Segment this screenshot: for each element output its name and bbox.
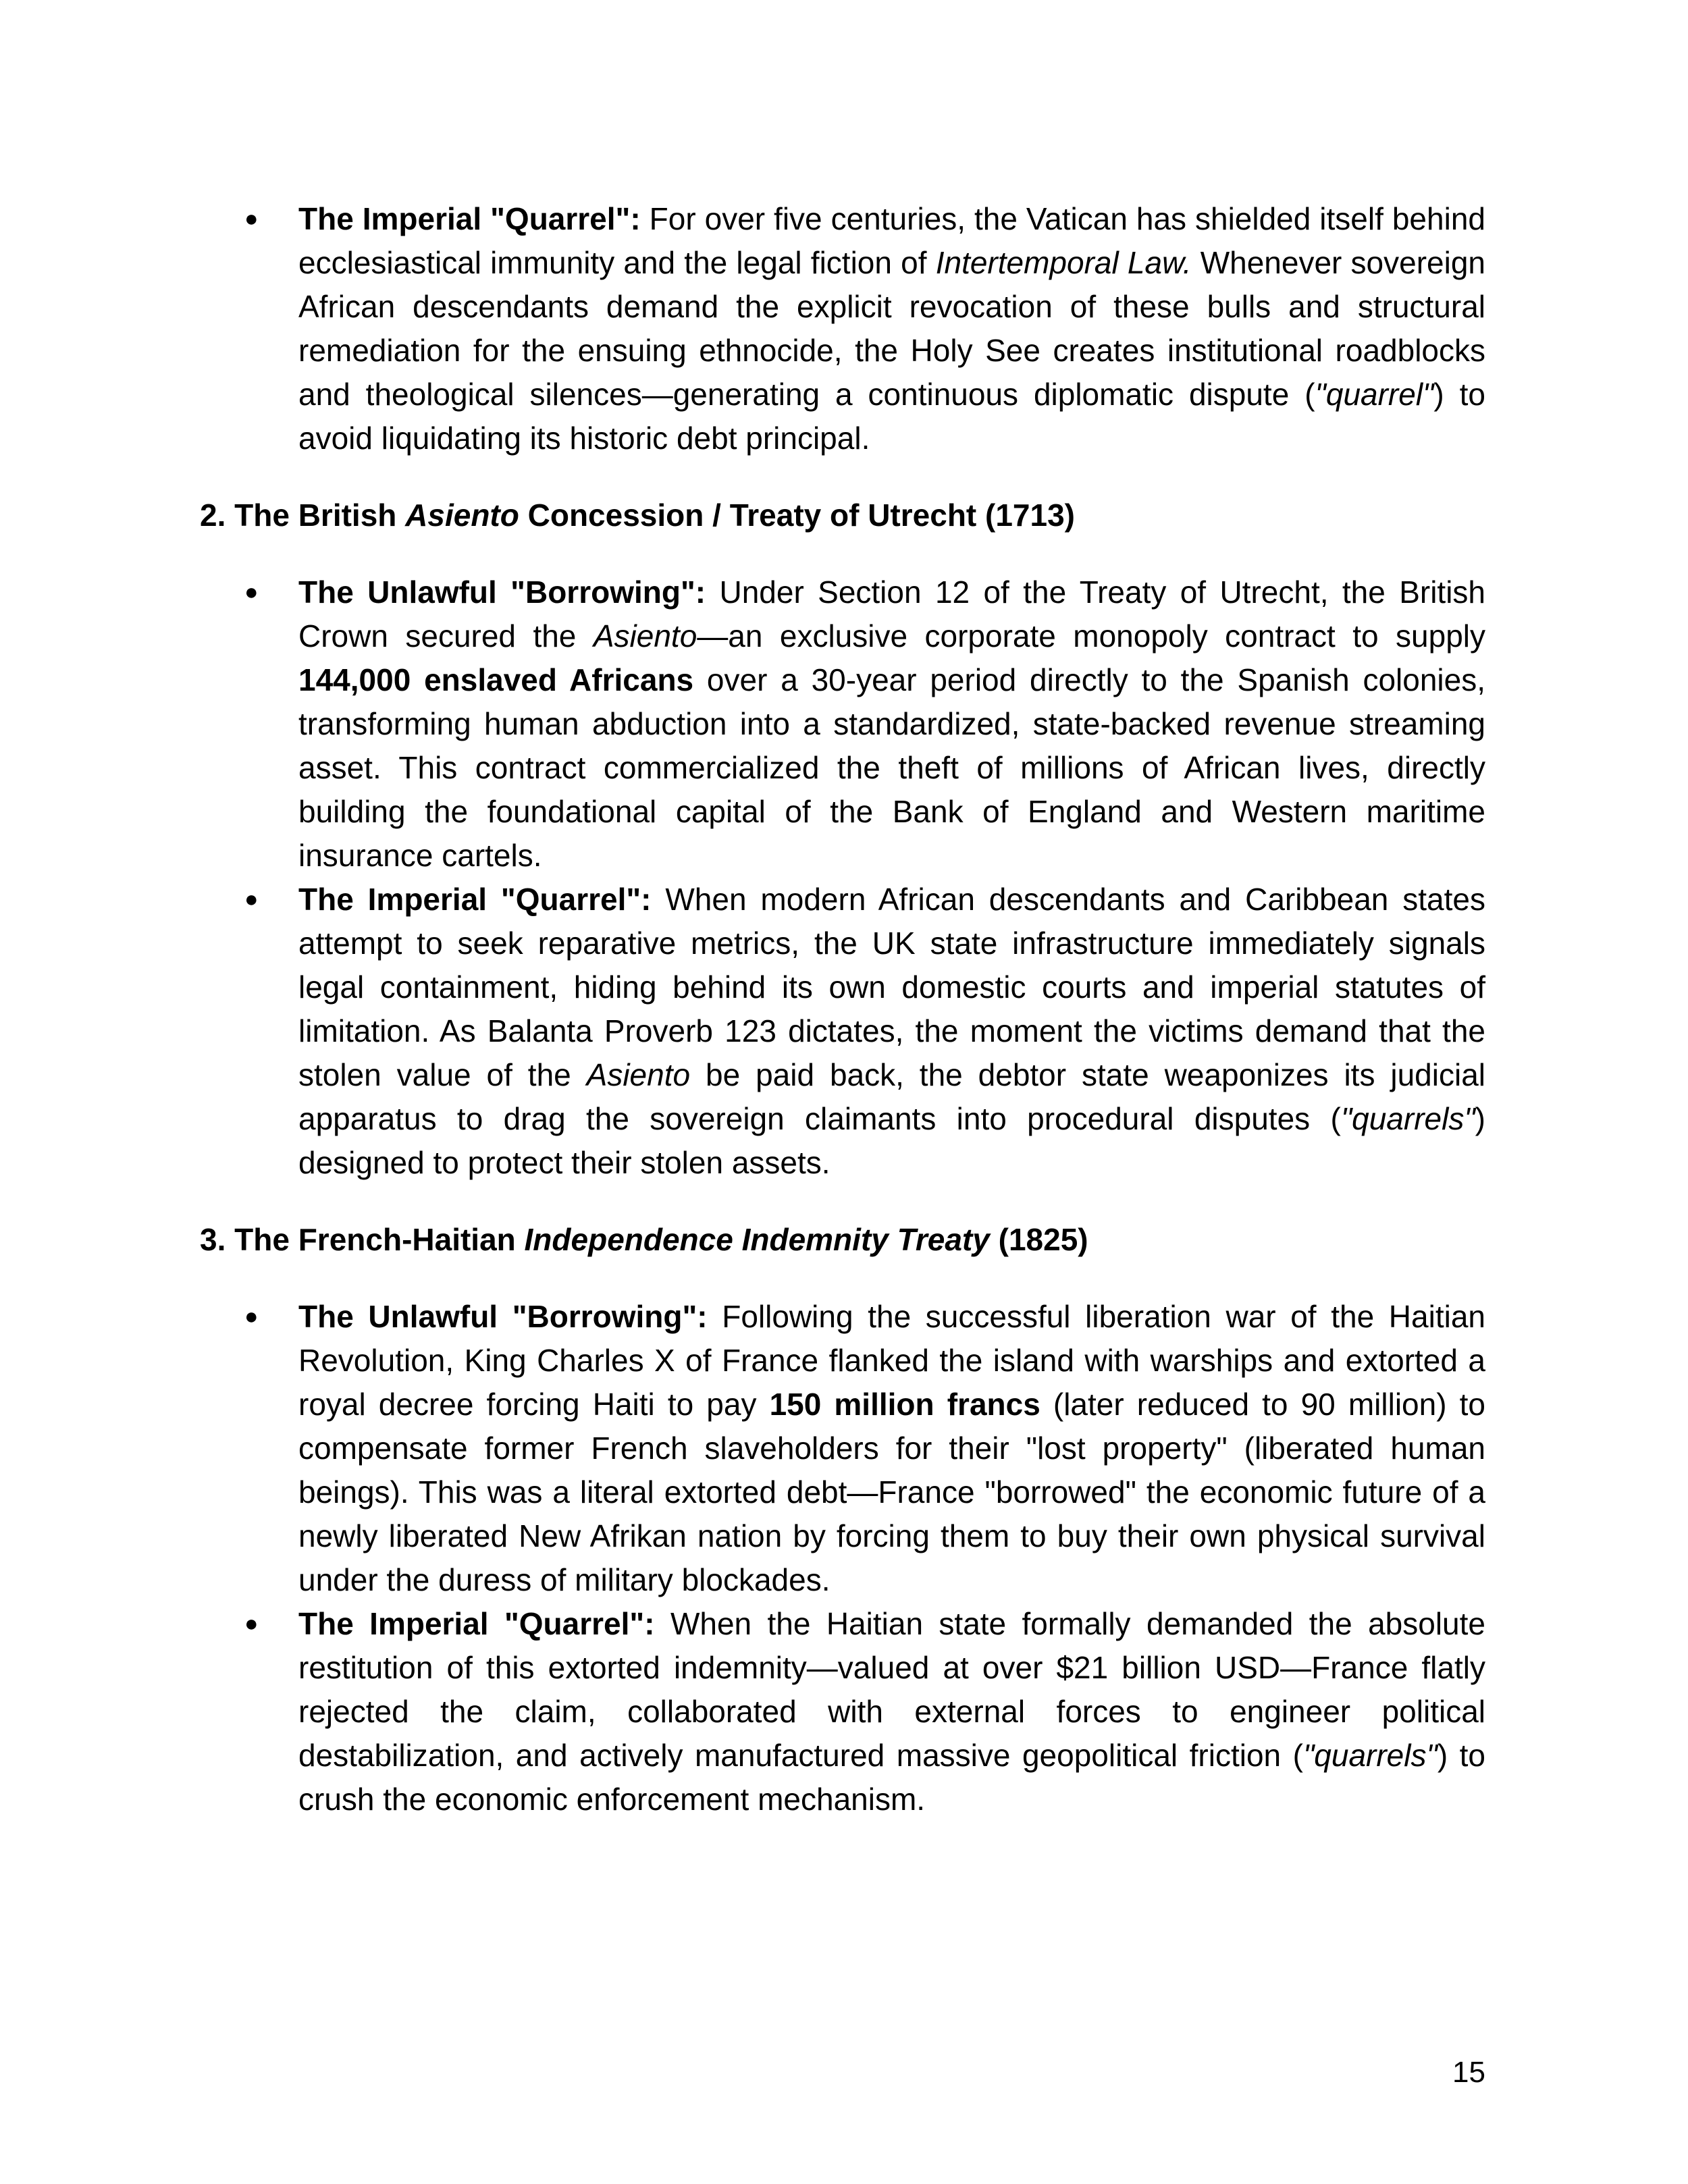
- item-italic: "quarrels": [1302, 1738, 1438, 1773]
- item-bold: 144,000 enslaved Africans: [298, 662, 694, 697]
- list-item: [200, 570, 1485, 878]
- item-bold: 150 million francs: [769, 1387, 1040, 1422]
- bullet-icon: ●: [244, 1611, 259, 1636]
- bullet-icon: ●: [244, 886, 259, 912]
- heading-text: (1825): [989, 1222, 1088, 1257]
- item-text: Following the successful liberation war of the Haitian Revolution, King Charles X of France flanked the island with warships and extorted a royal decree forcing Haiti to pay: [298, 1299, 1485, 1422]
- item-text: When modern African descendants and Caribbean states attempt to seek reparative metrics, the UK state infrastructure immediately signals legal containment, hiding behind its own domestic courts and imperial statutes of limitation. As Balanta Proverb 123 dictates, the moment the victims demand that the stolen value of the: [298, 882, 1485, 1092]
- section3-list: [200, 1295, 1485, 1821]
- heading-text: 2. The British: [200, 498, 406, 533]
- item-text: ) to avoid liquidating its historic debt principal.: [298, 377, 1485, 456]
- item-italic: Asiento: [586, 1057, 691, 1092]
- page-content: [200, 197, 1485, 1821]
- section2-list: [200, 570, 1485, 1185]
- item-text: For over five centuries, the Vatican has shielded itself behind ecclesiastical immunity and the legal fiction of: [298, 201, 1485, 280]
- list-item: [200, 878, 1485, 1185]
- heading-text: 3. The French-Haitian: [200, 1222, 525, 1257]
- item-text: (later reduced to 90 million) to compensate former French slaveholders for their "lost property" (liberated human beings). This was a literal extorted debt—France "borrowed" the economic future of a newly liberated New Afrikan nation by forcing them to buy their own physical survival under the duress of military blockades.: [298, 1387, 1485, 1597]
- page-number: 15: [1452, 2056, 1485, 2089]
- item-text: ) designed to protect their stolen assets.: [298, 1101, 1485, 1180]
- item-text: over a 30-year period directly to the Spanish colonies, transforming human abduction into a standardized, state-backed revenue streaming asset. This contract commercialized the theft of millions of African lives, directly building the foundational capital of the Bank of England and Western maritime insurance cartels.: [298, 662, 1485, 873]
- section1-list: [200, 197, 1485, 460]
- list-item: [200, 197, 1485, 460]
- item-italic: "quarrel": [1315, 377, 1434, 412]
- item-text: —an exclusive corporate monopoly contract to supply: [697, 618, 1485, 654]
- list-item: [200, 1295, 1485, 1602]
- item-label: The Imperial "Quarrel":: [298, 201, 641, 236]
- bullet-icon: ●: [244, 579, 259, 605]
- item-label: The Unlawful "Borrowing":: [298, 1299, 708, 1334]
- section-heading: [200, 494, 1485, 537]
- item-text: ) to crush the economic enforcement mechanism.: [298, 1738, 1486, 1817]
- item-label: The Imperial "Quarrel":: [298, 882, 652, 917]
- item-text: Whenever sovereign African descendants demand the explicit revocation of these bulls and structural remediation for the ensuing ethnocide, the Holy See creates institutional roadblocks and theological silences—generating a continuous diplomatic dispute (: [298, 245, 1485, 412]
- heading-text: Concession / Treaty of Utrecht (1713): [519, 498, 1075, 533]
- item-italic: Intertemporal Law.: [935, 245, 1192, 280]
- list-item: [200, 1602, 1485, 1821]
- bullet-icon: ●: [244, 1304, 259, 1329]
- item-text: When the Haitian state formally demanded the absolute restitution of this extorted indemnity—valued at over $21 billion USD—France flatly rejected the claim, collaborated with external forces to engineer political destabilization, and actively manufactured massive geopolitical friction (: [298, 1606, 1485, 1773]
- item-label: The Unlawful "Borrowing":: [298, 575, 706, 610]
- item-text: Under Section 12 of the Treaty of Utrecht, the British Crown secured the: [298, 575, 1485, 654]
- section-heading: [200, 1218, 1485, 1261]
- item-text: be paid back, the debtor state weaponizes its judicial apparatus to drag the sovereign claimants into procedural disputes (: [298, 1057, 1485, 1136]
- item-italic: "quarrels": [1340, 1101, 1475, 1136]
- item-label: The Imperial "Quarrel":: [298, 1606, 655, 1641]
- heading-italic: Independence Indemnity Treaty: [524, 1222, 990, 1257]
- heading-italic: Asiento: [405, 498, 519, 533]
- bullet-icon: ●: [244, 206, 259, 232]
- item-italic: Asiento: [593, 618, 697, 654]
